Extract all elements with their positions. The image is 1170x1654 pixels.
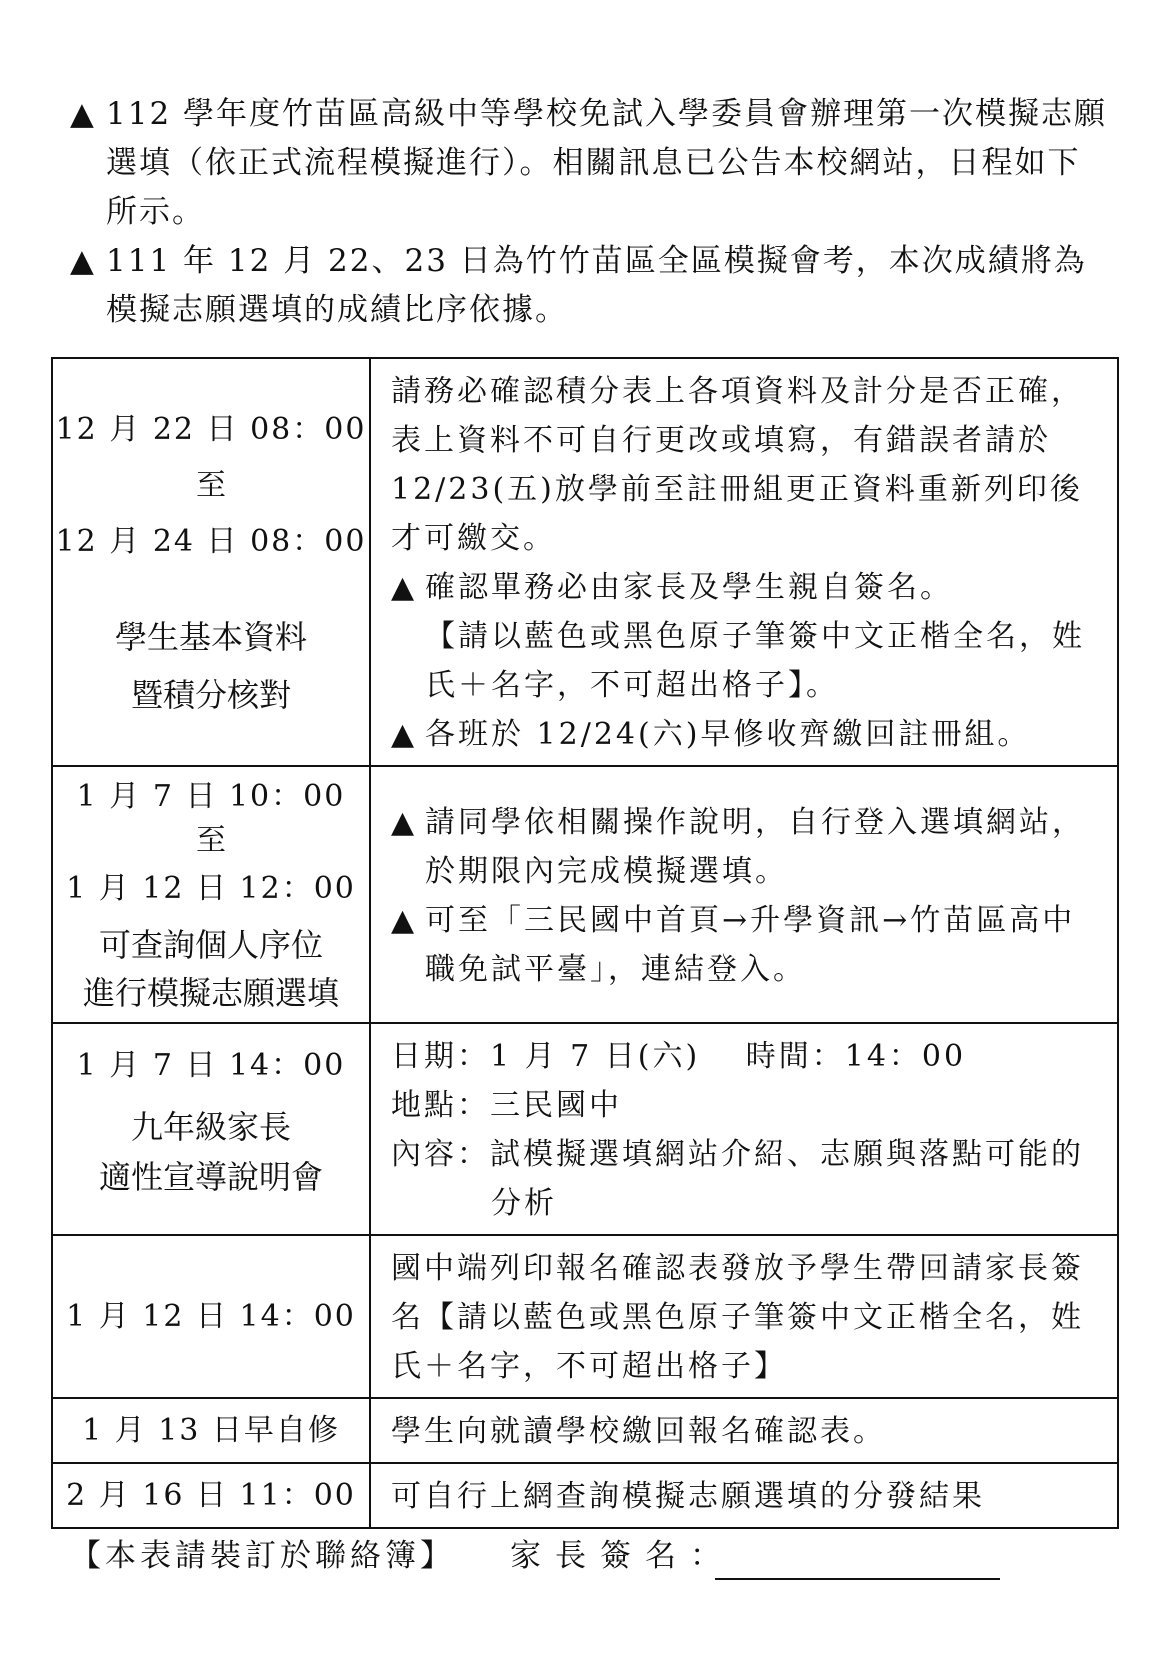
schedule-date-cell: [52, 1023, 370, 1235]
event-title-line-1: 九年級家長: [130, 1108, 291, 1146]
binding-note: 【本表請裝訂於聯絡簿】: [70, 1538, 455, 1574]
table-row: [52, 1463, 1118, 1528]
date-single: 1 月 13 日早自修: [82, 1412, 340, 1448]
schedule-detail-cell: [370, 1463, 1118, 1528]
bullet-triangle-icon: ▲: [391, 570, 418, 605]
schedule-date-cell: [52, 358, 370, 766]
schedule-detail-cell: [370, 766, 1118, 1023]
parent-signature-line[interactable]: [715, 1578, 1000, 1580]
schedule-detail-cell: [370, 1398, 1118, 1463]
date-end: 1 月 12 日 12：00: [66, 870, 356, 906]
schedule-detail-cell: [370, 1235, 1118, 1398]
detail-bullet: [391, 896, 1101, 994]
detail-line: 日期：1 月 7 日(六) 時間：14：00: [391, 1039, 967, 1074]
detail-bullet-text: 確認單務必由家長及學生親自簽名。: [425, 570, 953, 605]
intro-section: [70, 90, 1110, 335]
detail-bullet-text: 請同學依相關操作說明，自行登入選填網站，於期限內完成模擬選填。: [425, 804, 1085, 889]
parent-signature-label: 家長簽名：: [510, 1538, 735, 1574]
intro-paragraph-2: [70, 237, 1110, 335]
intro-text-2: 111 年 12 月 22、23 日為竹竹苗區全區模擬會考，本次成績將為模擬志願選填的成績比序依據。: [106, 243, 1087, 328]
event-title-line-1: 可查詢個人序位: [98, 925, 323, 964]
detail-line: 地點：三民國中: [391, 1088, 622, 1123]
detail-text: 可自行上網查詢模擬志願選填的分發結果: [391, 1479, 985, 1514]
event-title: [53, 608, 369, 724]
date-end: 12 月 24 日 08：00: [55, 524, 367, 559]
schedule-detail-cell: [370, 358, 1118, 766]
detail-bullet-text: 可至「三民國中首頁→升學資訊→竹苗區高中職免試平臺」，連結登入。: [425, 902, 1076, 987]
schedule-date-cell: [52, 766, 370, 1023]
bullet-triangle-icon: ▲: [391, 804, 418, 840]
event-title-line-2: 暨積分核對: [130, 676, 291, 714]
date-single: 1 月 7 日 14：00: [76, 1048, 346, 1083]
schedule-table: [51, 357, 1119, 1529]
detail-bullet: [391, 710, 1101, 759]
schedule-date-cell: [52, 1235, 370, 1398]
table-row: [52, 358, 1118, 766]
table-row: [52, 1023, 1118, 1235]
event-title-line-1: 學生基本資料: [114, 618, 307, 656]
bullet-triangle-icon: ▲: [70, 243, 96, 279]
detail-line: 內容：試模擬選填網站介紹、志願與落點可能的分析: [391, 1137, 1084, 1221]
detail-text: 請務必確認積分表上各項資料及計分是否正確，表上資料不可自行更改或填寫，有錯誤者請於 12/23(五)放學前至註冊組更正資料重新列印後才可繳交。: [391, 374, 1084, 556]
date-start: 1 月 7 日 10：00: [76, 778, 346, 814]
intro-text-1: 112 學年度竹苗區高級中等學校免試入學委員會辦理第一次模擬志願選填（依正式流程模擬進行）。相關訊息已公告本校網站，日程如下所示。: [106, 96, 1108, 230]
schedule-date-cell: [52, 1398, 370, 1463]
detail-bullet-text: 各班於 12/24(六)早修收齊繳回註冊組。: [425, 717, 1031, 752]
event-title: [53, 1102, 369, 1202]
date-single: 2 月 16 日 11：00: [66, 1477, 356, 1513]
bullet-triangle-icon: ▲: [70, 96, 96, 132]
footer: [70, 1530, 1110, 1586]
event-title-line-2: 適性宣導說明會: [98, 1158, 323, 1196]
table-row: [52, 766, 1118, 1023]
detail-bullet: [391, 798, 1101, 896]
schedule-date-cell: [52, 1463, 370, 1528]
event-title: [53, 921, 369, 1017]
date-single: 1 月 12 日 14：00: [66, 1298, 356, 1334]
detail-bullet: [391, 563, 1101, 612]
date-start: 12 月 22 日 08：00: [55, 412, 367, 447]
detail-note: 【請以藍色或黑色原子筆簽中文正楷全名，姓氏＋名字，不可超出格子】。: [425, 619, 1085, 703]
date-to: 至: [196, 822, 226, 858]
schedule-detail-cell: [370, 1023, 1118, 1235]
event-title-line-2: 進行模擬志願選填: [82, 973, 339, 1012]
intro-paragraph-1: [70, 90, 1110, 237]
table-row: [52, 1235, 1118, 1398]
table-row: [52, 1398, 1118, 1463]
date-to: 至: [196, 468, 226, 503]
detail-text: 國中端列印報名確認表發放予學生帶回請家長簽名【請以藍色或黑色原子筆簽中文正楷全名，姓氏＋名字，不可超出格子】: [391, 1251, 1084, 1384]
bullet-triangle-icon: ▲: [391, 717, 418, 752]
bullet-triangle-icon: ▲: [391, 902, 418, 938]
detail-text: 學生向就讀學校繳回報名確認表。: [391, 1414, 886, 1449]
